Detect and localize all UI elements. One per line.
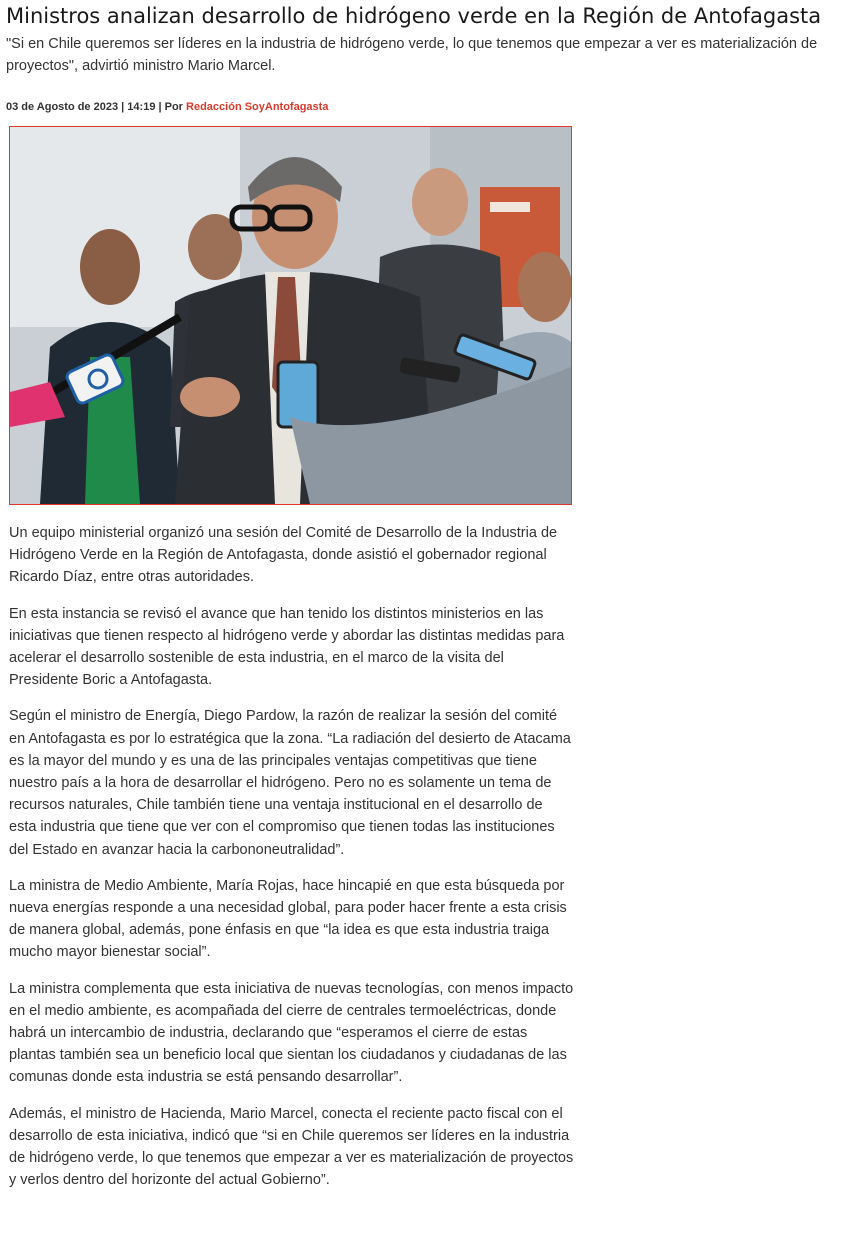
byline-by: | Por xyxy=(155,101,187,113)
paragraph: Según el ministro de Energía, Diego Pardow, la razón de realizar la sesión del comité en Antofagasta es por lo estratégica que la zona. “La radiación del desierto de Atacama es la mayor del mundo y es una de las principales ventajas competitivas que tiene nuestro país a la hora de desarrollar el hidrógeno. Pero no es solamente un tema de recursos naturales, Chile también tiene una ventaja institucional en el desarrollo de esta industria que tiene que ver con el compromiso que tienen todas las instituciones del Estado en avanzar hacia la carbononeutralidad”. xyxy=(9,708,571,858)
article-headline: Ministros analizan desarrollo de hidrógeno verde en la Región de Antofagasta xyxy=(6,4,822,28)
author-link[interactable]: Redacción SoyAntofagasta xyxy=(186,101,329,113)
article-byline xyxy=(6,100,606,114)
article-body xyxy=(9,522,574,1205)
byline-separator: | xyxy=(118,101,128,113)
paragraph: Además, el ministro de Hacienda, Mario Marcel, conecta el reciente pacto fiscal con el desarrollo de esta iniciativa, indicó que “si en Chile queremos ser líderes en la industria de hidrógeno verde, lo que tenemos que empezar a ver es materialización de proyectos y verlos dentro del horizonte del actual Gobierno”. xyxy=(9,1105,574,1189)
article-subtitle: "Si en Chile queremos ser líderes en la industria de hidrógeno verde, lo que tenemos que empezar a ver es materialización de proyectos", advirtió ministro Mario Marcel. xyxy=(6,36,818,74)
paragraph: La ministra complementa que esta iniciativa de nuevas tecnologías, con menos impacto en el medio ambiente, es acompañada del cierre de centrales termoeléctricas, donde habrá un intercambio de industria, declarando que “esperamos el cierre de estas plantas también sea un beneficio local que sientan los ciudadanos y ciudadanas de las comunas donde esta industria se está pensando desarrollar”. xyxy=(9,980,574,1086)
paragraph: Un equipo ministerial organizó una sesión del Comité de Desarrollo de la Industria de Hidrógeno Verde en la Región de Antofagasta, donde asistió el gobernador regional Ricardo Díaz, entre otras autoridades. xyxy=(9,525,558,586)
article-photo xyxy=(9,126,572,505)
paragraph: La ministra de Medio Ambiente, María Rojas, hace hincapié en que esta búsqueda por nueva energías responde a una necesidad global, para poder hacer frente a esta crisis de manera global, además, pone énfasis en que “la idea es que esta industria traiga mucho mayor bienestar social”. xyxy=(9,877,567,961)
publish-time: 14:19 xyxy=(127,101,156,113)
publish-date: 03 de Agosto de 2023 xyxy=(6,101,119,113)
paragraph: En esta instancia se revisó el avance que han tenido los distintos ministerios en las iniciativas que tienen respecto al hidrógeno verde y abordar las distintas medidas para acelerar el desarrollo sostenible de esta industria, en el marco de la visita del Presidente Boric a Antofagasta. xyxy=(9,605,565,689)
news-photo-icon xyxy=(10,127,571,504)
